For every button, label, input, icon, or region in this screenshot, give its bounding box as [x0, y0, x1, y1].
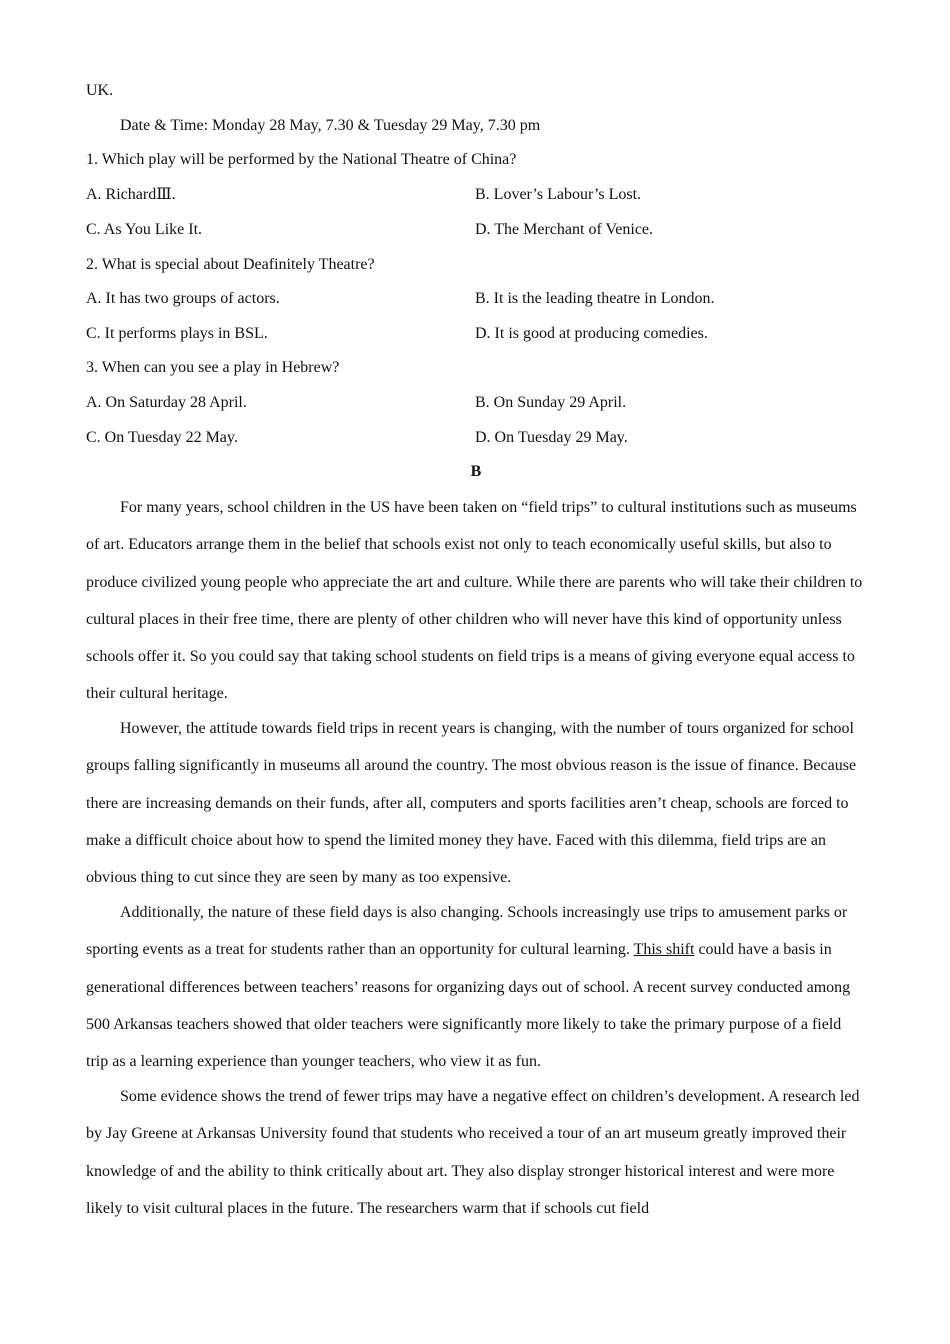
uk-line: UK.	[86, 82, 114, 99]
question-1-option-c: C. As You Like It.	[86, 221, 203, 238]
passage-paragraph-1: For many years, school children in the US have been taken on “field trips” to cultural institutions such as museums of art. Educators arrange them in the belief that schools exist not only to teach economically useful skills, but also to produce civilized young people who appreciate the art and culture. While there are parents who will take their children to cultural places in their free time, there are plenty of other children who will never have this kind of opportunity unless schools offer it. So you could say that taking school students on field trips is a means of giving everyone equal access to their cultural heritage.	[86, 499, 863, 703]
section-b-heading: B	[470, 463, 482, 480]
question-3-option-b: B. On Sunday 29 April.	[475, 394, 627, 411]
question-2-option-b: B. It is the leading theatre in London.	[475, 290, 715, 307]
question-3-stem: 3. When can you see a play in Hebrew?	[86, 359, 340, 376]
passage-paragraph-3	[86, 894, 866, 1080]
question-1-option-b: B. Lover’s Labour’s Lost.	[475, 186, 642, 203]
question-2-option-d: D. It is good at producing comedies.	[475, 325, 708, 342]
question-3-option-d: D. On Tuesday 29 May.	[475, 429, 628, 446]
question-1-stem: 1. Which play will be performed by the National Theatre of China?	[86, 151, 517, 168]
underlined-phrase: This shift	[633, 941, 695, 959]
question-2-option-a: A. It has two groups of actors.	[86, 290, 280, 307]
passage-paragraph-2: However, the attitude towards field trips in recent years is changing, with the number of tours organized for school groups falling significantly in museums all around the country. The most obvious reason is the issue of finance. Because there are increasing demands on their funds, after all, computers and sports facilities aren’t cheap, schools are forced to make a difficult choice about how to spend the limited money they have. Faced with this dilemma, field trips are an obvious thing to cut since they are seen by many as too expensive.	[86, 720, 857, 887]
paragraph-3-text-after: could have a basis in generational differences between teachers’ reasons for organizing days out of school. A recent survey conducted among 500 Arkansas teachers showed that older teachers were significantly more likely to take the primary purpose of a field trip as a learning experience than younger teachers, who view it as fun.	[86, 941, 851, 1071]
question-3-option-a: A. On Saturday 28 April.	[86, 394, 247, 411]
question-2-option-c: C. It performs plays in BSL.	[86, 325, 268, 342]
question-3-option-c: C. On Tuesday 22 May.	[86, 429, 238, 446]
question-2-stem: 2. What is special about Deafinitely Theatre?	[86, 256, 375, 273]
passage-paragraph-4: Some evidence shows the trend of fewer trips may have a negative effect on children’s development. A research led by Jay Greene at Arkansas University found that students who received a tour of an art museum greatly improved their knowledge of and the ability to think critically about art. They also display stronger historical interest and were more likely to visit cultural places in the future. The researchers warm that if schools cut field	[86, 1088, 860, 1217]
date-time-line: Date & Time: Monday 28 May, 7.30 & Tuesday 29 May, 7.30 pm	[120, 117, 541, 134]
question-1-option-d: D. The Merchant of Venice.	[475, 221, 654, 238]
question-1-option-a: A. RichardⅢ.	[86, 186, 176, 203]
paragraph-3-text-before: Additionally, the nature of these field days is also changing. Schools increasingly use trips to amusement parks or sporting events as a treat for students rather than an opportunity for cultural learning.	[86, 904, 848, 959]
